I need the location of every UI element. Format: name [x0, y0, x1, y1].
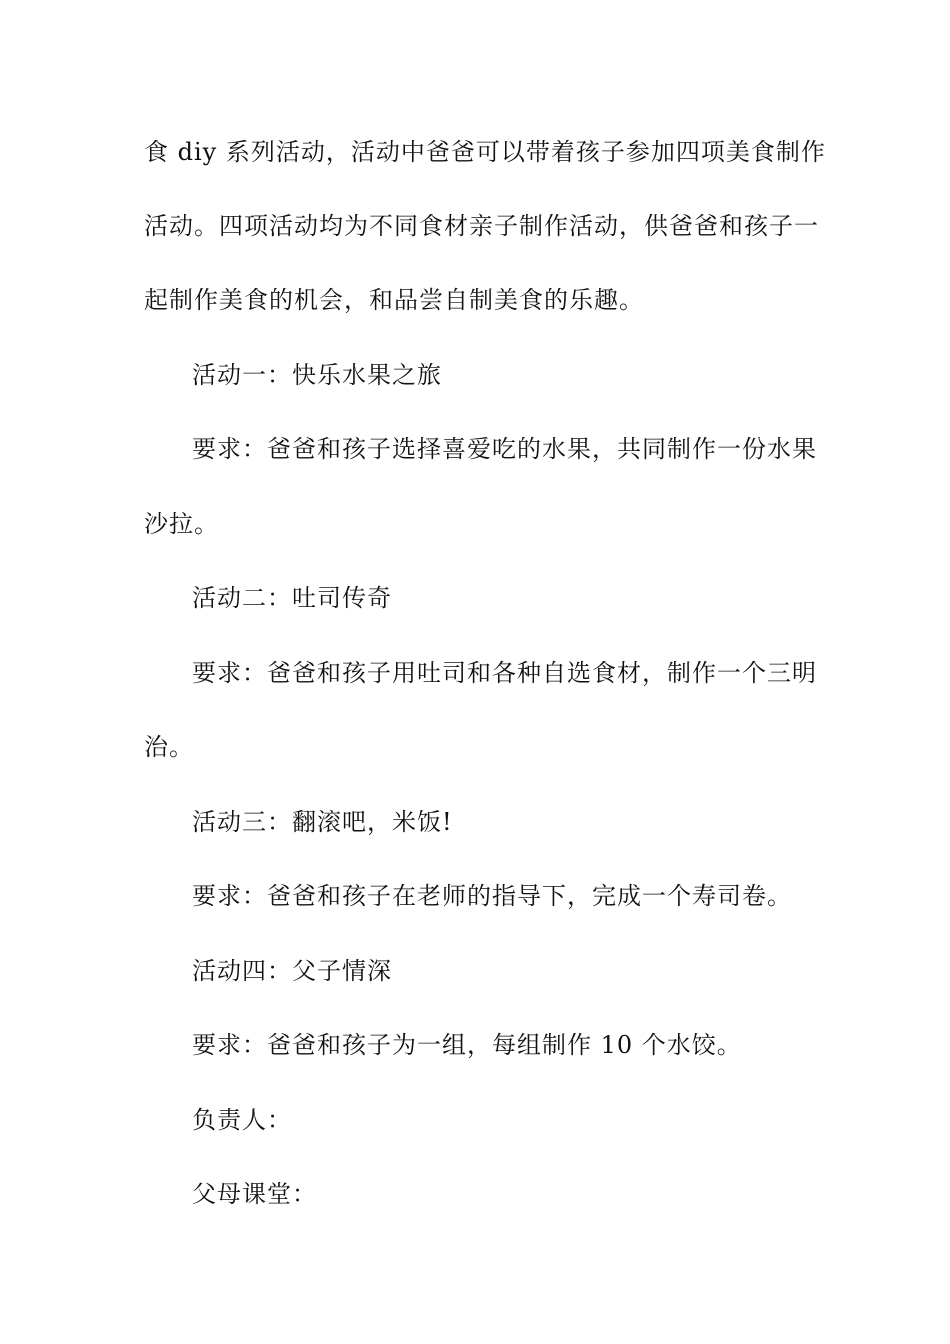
responsible-person-label: 负责人： — [192, 1106, 292, 1134]
paragraph-line: 食 diy 系列活动，活动中爸爸可以带着孩子参加四项美食制作 — [144, 138, 826, 166]
requirement-line: 要求：爸爸和孩子在老师的指导下，完成一个寿司卷。 — [192, 882, 792, 910]
paragraph-line: 沙拉。 — [144, 510, 219, 538]
activity-heading: 活动三：翻滚吧，米饭! — [192, 808, 453, 836]
requirement-line: 要求：爸爸和孩子为一组，每组制作 10 个水饺。 — [192, 1031, 742, 1059]
parent-class-label: 父母课堂： — [192, 1180, 317, 1208]
activity-heading: 活动一：快乐水果之旅 — [192, 361, 442, 389]
requirement-line: 要求：爸爸和孩子选择喜爱吃的水果，共同制作一份水果 — [192, 435, 817, 463]
requirement-line: 要求：爸爸和孩子用吐司和各种自选食材，制作一个三明 — [192, 659, 817, 687]
activity-heading: 活动二：吐司传奇 — [192, 584, 392, 612]
paragraph-line: 活动。四项活动均为不同食材亲子制作活动，供爸爸和孩子一 — [144, 212, 819, 240]
paragraph-line: 起制作美食的机会，和品尝自制美食的乐趣。 — [144, 286, 644, 314]
activity-heading: 活动四：父子情深 — [192, 957, 392, 985]
paragraph-line: 治。 — [144, 733, 194, 761]
